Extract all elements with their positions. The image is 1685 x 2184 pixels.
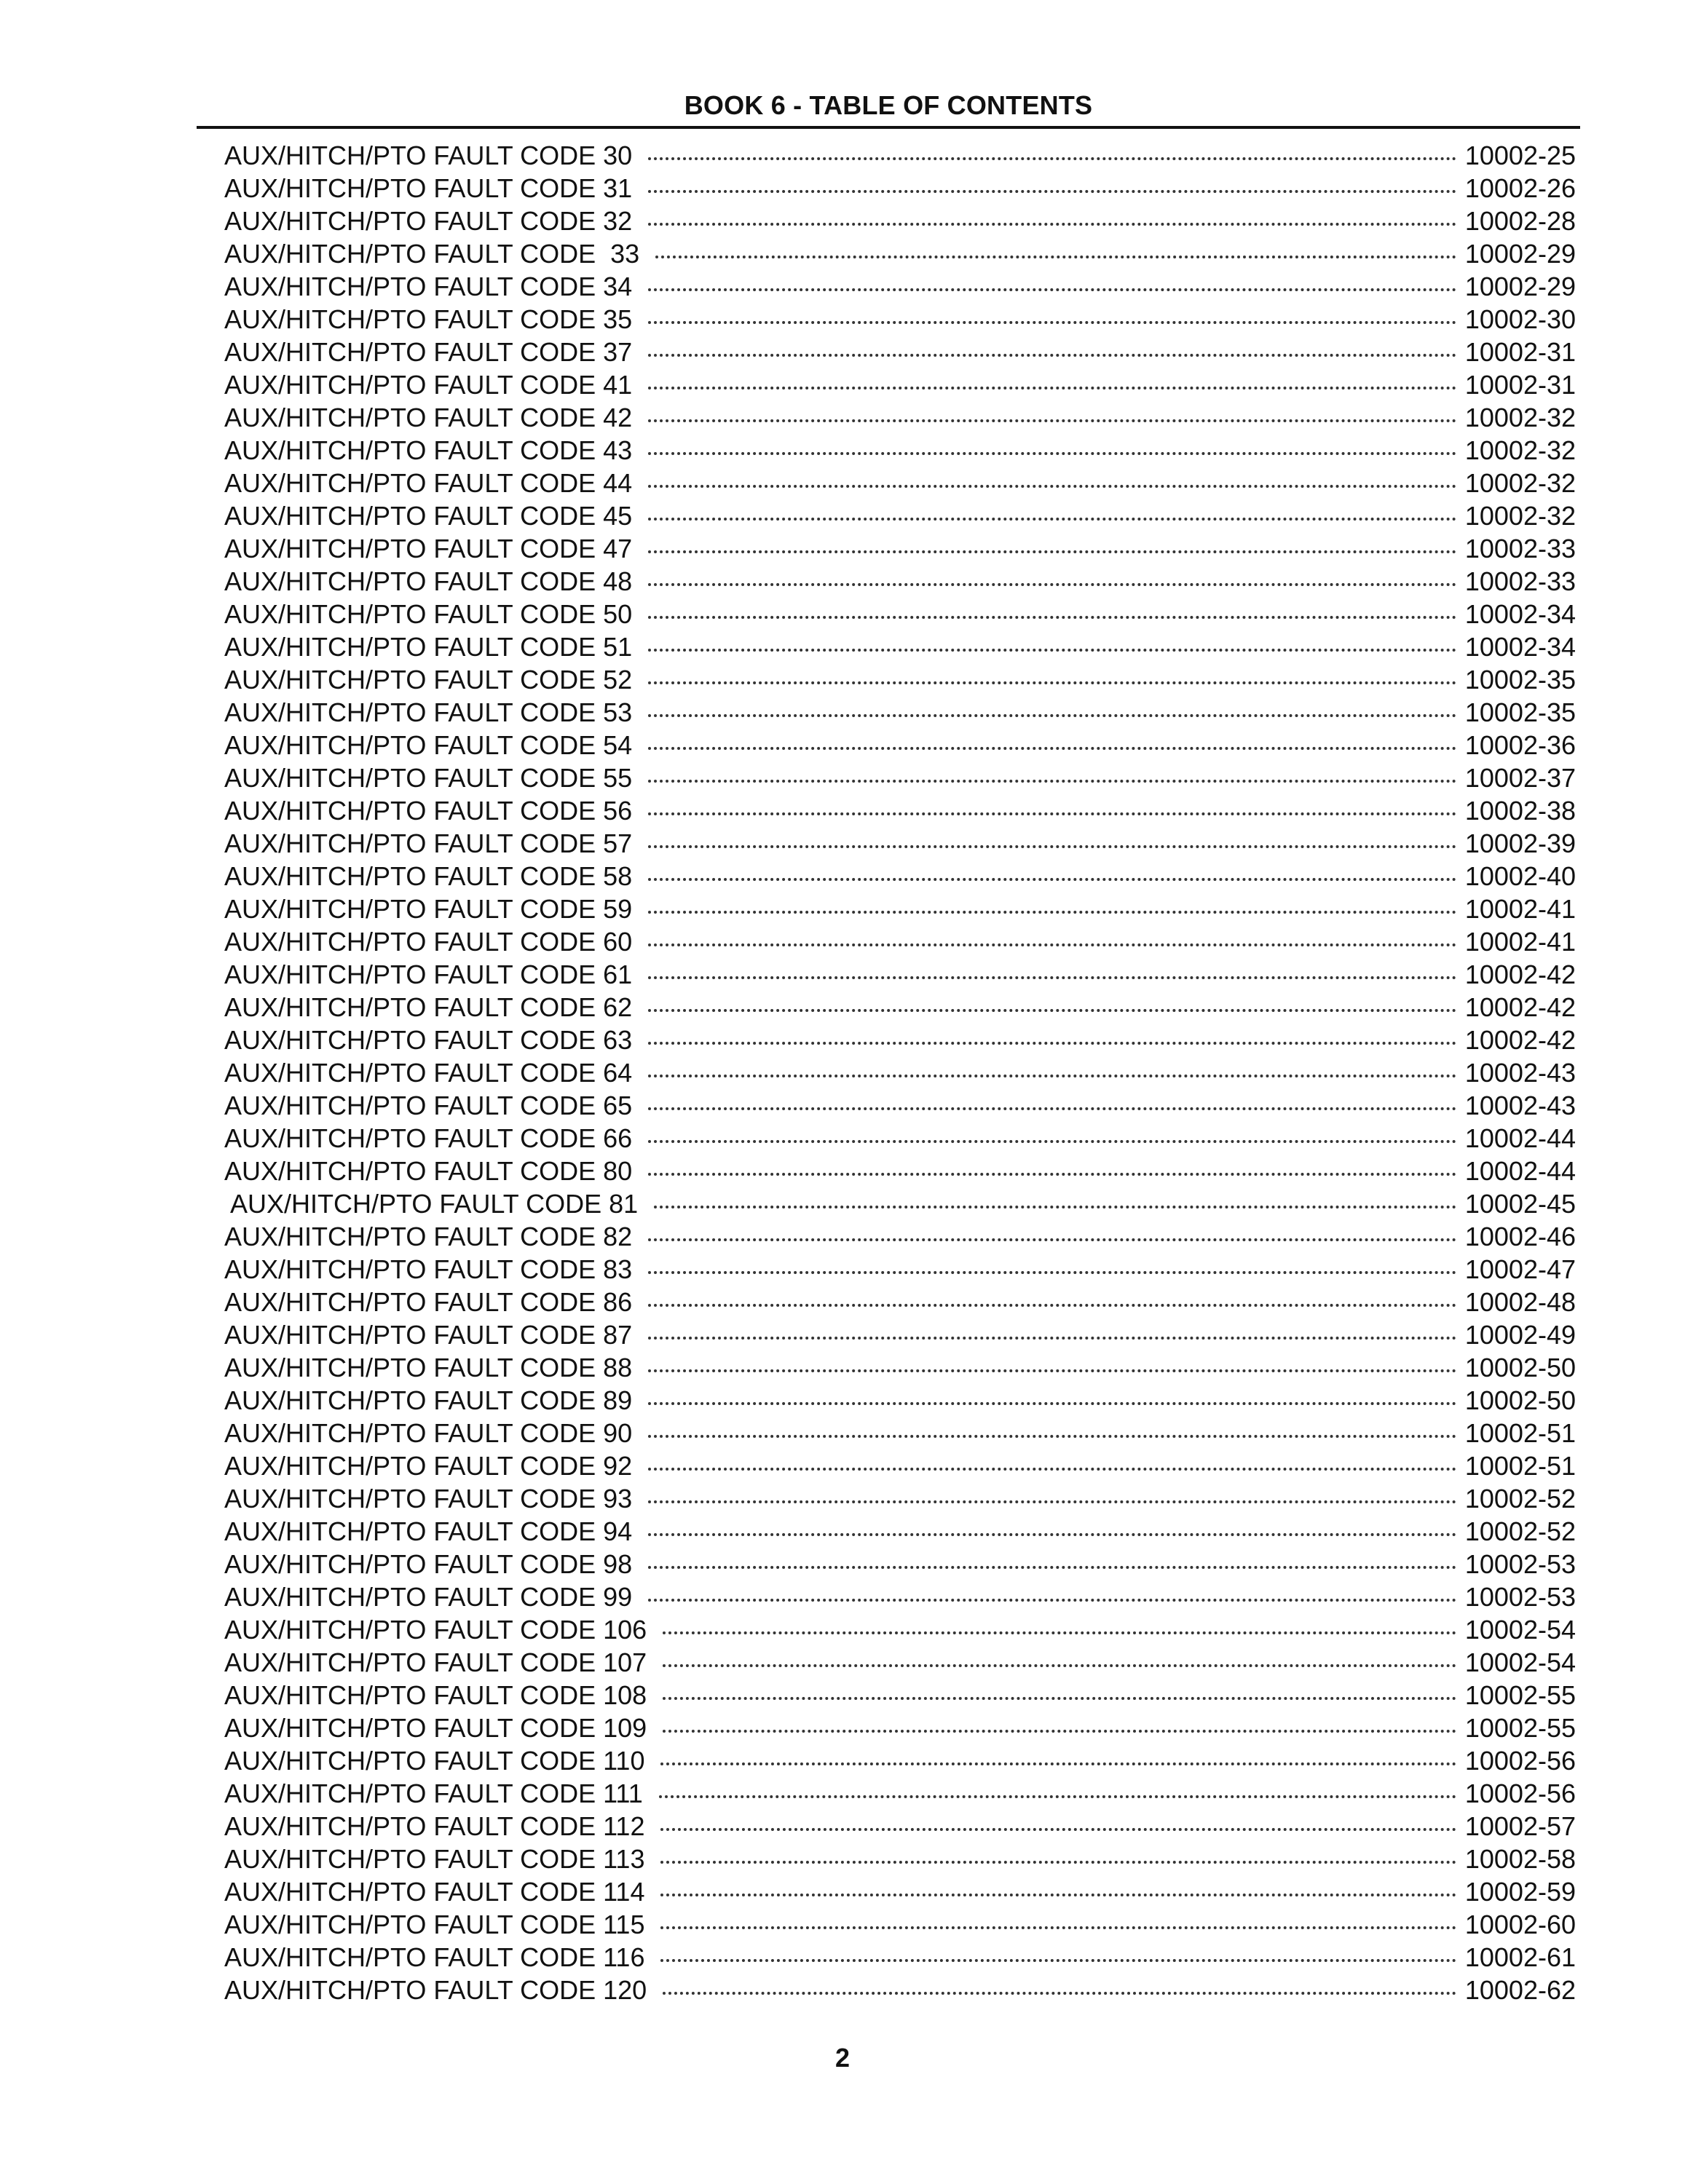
toc-entry[interactable]: [224, 1974, 1576, 2006]
dot-leader: [648, 550, 1456, 553]
toc-entry-page-ref: 10002-35: [1464, 697, 1576, 727]
toc-entry-page-ref: 10002-51: [1464, 1451, 1576, 1481]
toc-entry-title: AUX/HITCH/PTO FAULT CODE 52: [224, 665, 633, 695]
toc-entry-title: AUX/HITCH/PTO FAULT CODE 112: [224, 1811, 645, 1841]
toc-entry-page-ref: 10002-53: [1464, 1582, 1576, 1612]
toc-entry-title: AUX/HITCH/PTO FAULT CODE 61: [224, 960, 633, 989]
toc-entry-title: AUX/HITCH/PTO FAULT CODE 53: [224, 697, 633, 727]
dot-leader: [655, 256, 1456, 258]
dot-leader: [663, 1664, 1456, 1667]
dot-leader: [648, 354, 1456, 357]
dot-leader: [648, 1337, 1456, 1340]
toc-entry-title: AUX/HITCH/PTO FAULT CODE 31: [224, 173, 633, 203]
toc-list: [224, 139, 1576, 2006]
toc-entry-page-ref: 10002-31: [1464, 370, 1576, 400]
toc-entry-title: AUX/HITCH/PTO FAULT CODE 87: [224, 1320, 633, 1350]
toc-entry-page-ref: 10002-44: [1464, 1156, 1576, 1186]
toc-entry-title: AUX/HITCH/PTO FAULT CODE 47: [224, 534, 633, 563]
toc-entry[interactable]: [224, 565, 1576, 598]
toc-entry-page-ref: 10002-54: [1464, 1647, 1576, 1677]
toc-entry[interactable]: [224, 761, 1576, 794]
toc-entry-title: AUX/HITCH/PTO FAULT CODE 43: [224, 435, 633, 465]
toc-entry-title: AUX/HITCH/PTO FAULT CODE 110: [224, 1746, 645, 1776]
toc-entry-title: AUX/HITCH/PTO FAULT CODE 106: [224, 1615, 647, 1645]
toc-entry-title: AUX/HITCH/PTO FAULT CODE 108: [224, 1680, 647, 1710]
toc-entry-page-ref: 10002-25: [1464, 141, 1576, 170]
toc-entry-page-ref: 10002-38: [1464, 796, 1576, 826]
dot-leader: [648, 1238, 1456, 1241]
toc-entry-page-ref: 10002-50: [1464, 1385, 1576, 1415]
toc-entry-page-ref: 10002-46: [1464, 1222, 1576, 1251]
dot-leader: [648, 1533, 1456, 1536]
toc-entry-page-ref: 10002-57: [1464, 1811, 1576, 1841]
toc-entry[interactable]: [224, 958, 1576, 991]
toc-entry[interactable]: [224, 696, 1576, 729]
toc-entry[interactable]: [224, 925, 1576, 958]
toc-entry[interactable]: [224, 270, 1576, 303]
toc-entry[interactable]: [224, 237, 1576, 270]
toc-entry-title: AUX/HITCH/PTO FAULT CODE 116: [224, 1942, 645, 1972]
toc-entry-page-ref: 10002-43: [1464, 1058, 1576, 1088]
toc-entry-title: AUX/HITCH/PTO FAULT CODE 64: [224, 1058, 633, 1088]
toc-entry[interactable]: [224, 827, 1576, 860]
toc-entry[interactable]: [224, 1646, 1576, 1679]
toc-entry[interactable]: [224, 172, 1576, 205]
toc-entry-page-ref: 10002-59: [1464, 1877, 1576, 1907]
toc-entry-page-ref: 10002-28: [1464, 206, 1576, 236]
dot-leader: [648, 1075, 1456, 1077]
toc-entry[interactable]: [224, 532, 1576, 565]
toc-entry-title: AUX/HITCH/PTO FAULT CODE 82: [224, 1222, 633, 1251]
toc-entry[interactable]: [224, 1712, 1576, 1744]
toc-entry[interactable]: [224, 663, 1576, 696]
dot-leader: [660, 1861, 1456, 1864]
dot-leader: [648, 943, 1456, 946]
toc-entry-title: AUX/HITCH/PTO FAULT CODE 57: [224, 828, 633, 858]
dot-leader: [648, 616, 1456, 619]
toc-entry[interactable]: [224, 467, 1576, 499]
dot-leader: [648, 583, 1456, 586]
toc-entry-page-ref: 10002-42: [1464, 1025, 1576, 1055]
dot-leader: [660, 1926, 1456, 1929]
toc-entry[interactable]: [224, 1089, 1576, 1122]
dot-leader: [648, 714, 1456, 717]
toc-entry-page-ref: 10002-58: [1464, 1844, 1576, 1874]
dot-leader: [648, 1304, 1456, 1307]
toc-entry[interactable]: [224, 1253, 1576, 1286]
dot-leader: [648, 976, 1456, 979]
toc-entry-page-ref: 10002-40: [1464, 861, 1576, 891]
dot-leader: [659, 1795, 1456, 1798]
toc-entry-page-ref: 10002-43: [1464, 1091, 1576, 1120]
toc-entry-title: AUX/HITCH/PTO FAULT CODE 98: [224, 1549, 633, 1579]
toc-entry[interactable]: [224, 1810, 1576, 1843]
toc-entry-title: AUX/HITCH/PTO FAULT CODE 30: [224, 141, 633, 170]
toc-entry[interactable]: [224, 1875, 1576, 1908]
toc-entry-page-ref: 10002-33: [1464, 534, 1576, 563]
dot-leader: [648, 1435, 1456, 1438]
dot-leader: [648, 681, 1456, 684]
dot-leader: [648, 452, 1456, 455]
toc-entry[interactable]: [224, 1155, 1576, 1187]
dot-leader: [648, 1271, 1456, 1274]
toc-entry-title: AUX/HITCH/PTO FAULT CODE 48: [224, 566, 633, 596]
toc-entry[interactable]: [224, 499, 1576, 532]
toc-entry-page-ref: 10002-32: [1464, 403, 1576, 432]
dot-leader: [648, 1009, 1456, 1012]
toc-entry-title: AUX/HITCH/PTO FAULT CODE 37: [224, 337, 633, 367]
toc-entry[interactable]: [224, 860, 1576, 893]
toc-entry-title: AUX/HITCH/PTO FAULT CODE 45: [224, 501, 633, 531]
toc-entry[interactable]: [224, 1384, 1576, 1417]
title-rule: [197, 126, 1580, 129]
dot-leader: [648, 1173, 1456, 1176]
toc-entry-title: AUX/HITCH/PTO FAULT CODE 41: [224, 370, 633, 400]
toc-entry[interactable]: [224, 1449, 1576, 1482]
toc-entry-title: AUX/HITCH/PTO FAULT CODE 51: [224, 632, 633, 662]
toc-entry-title: AUX/HITCH/PTO FAULT CODE 32: [224, 206, 633, 236]
toc-entry-page-ref: 10002-61: [1464, 1942, 1576, 1972]
dot-leader: [648, 419, 1456, 422]
toc-entry-title: AUX/HITCH/PTO FAULT CODE 33: [224, 239, 640, 269]
toc-entry-title: AUX/HITCH/PTO FAULT CODE 44: [224, 468, 633, 498]
dot-leader: [648, 1402, 1456, 1405]
toc-entry-page-ref: 10002-52: [1464, 1484, 1576, 1514]
toc-entry[interactable]: [224, 1220, 1576, 1253]
dot-leader: [648, 1369, 1456, 1372]
dot-leader: [663, 1697, 1456, 1700]
toc-entry[interactable]: [224, 1941, 1576, 1974]
dot-leader: [648, 780, 1456, 783]
toc-entry[interactable]: [224, 1187, 1576, 1220]
toc-entry-page-ref: 10002-53: [1464, 1549, 1576, 1579]
toc-entry-page-ref: 10002-26: [1464, 173, 1576, 203]
toc-entry[interactable]: [224, 1318, 1576, 1351]
page-number: 2: [834, 2043, 851, 2073]
toc-entry[interactable]: [224, 1286, 1576, 1318]
toc-entry[interactable]: [224, 630, 1576, 663]
dot-leader: [648, 1468, 1456, 1471]
toc-entry[interactable]: [224, 1417, 1576, 1449]
toc-entry-page-ref: 10002-37: [1464, 763, 1576, 793]
toc-entry-page-ref: 10002-32: [1464, 501, 1576, 531]
toc-entry-page-ref: 10002-49: [1464, 1320, 1576, 1350]
toc-entry[interactable]: [224, 991, 1576, 1024]
toc-entry-page-ref: 10002-60: [1464, 1910, 1576, 1939]
toc-entry[interactable]: [224, 1122, 1576, 1155]
toc-entry-page-ref: 10002-34: [1464, 632, 1576, 662]
toc-entry-page-ref: 10002-44: [1464, 1123, 1576, 1153]
toc-entry-title: AUX/HITCH/PTO FAULT CODE 99: [224, 1582, 633, 1612]
dot-leader: [648, 190, 1456, 193]
toc-entry[interactable]: [224, 368, 1576, 401]
toc-entry-title: AUX/HITCH/PTO FAULT CODE 107: [224, 1647, 647, 1677]
toc-entry-title: AUX/HITCH/PTO FAULT CODE 86: [224, 1287, 633, 1317]
toc-entry-page-ref: 10002-30: [1464, 304, 1576, 334]
dot-leader: [660, 1894, 1456, 1896]
toc-entry[interactable]: [224, 1908, 1576, 1941]
toc-entry[interactable]: [224, 1351, 1576, 1384]
dot-leader: [648, 157, 1456, 160]
toc-entry-title: AUX/HITCH/PTO FAULT CODE 109: [224, 1713, 647, 1743]
toc-entry-title: AUX/HITCH/PTO FAULT CODE 50: [224, 599, 633, 629]
toc-entry-title: AUX/HITCH/PTO FAULT CODE 62: [224, 992, 633, 1022]
dot-leader: [663, 1631, 1456, 1634]
toc-entry-title: AUX/HITCH/PTO FAULT CODE 63: [224, 1025, 633, 1055]
toc-entry-title: AUX/HITCH/PTO FAULT CODE 81: [224, 1189, 639, 1219]
toc-entry[interactable]: [224, 1679, 1576, 1712]
toc-entry-title: AUX/HITCH/PTO FAULT CODE 93: [224, 1484, 633, 1514]
toc-entry[interactable]: [224, 205, 1576, 237]
toc-entry[interactable]: [224, 1482, 1576, 1515]
toc-entry-title: AUX/HITCH/PTO FAULT CODE 92: [224, 1451, 633, 1481]
toc-entry-page-ref: 10002-48: [1464, 1287, 1576, 1317]
toc-entry-page-ref: 10002-54: [1464, 1615, 1576, 1645]
toc-entry-title: AUX/HITCH/PTO FAULT CODE 59: [224, 894, 633, 924]
toc-entry[interactable]: [224, 1580, 1576, 1613]
toc-entry-title: AUX/HITCH/PTO FAULT CODE 55: [224, 763, 633, 793]
toc-entry[interactable]: [224, 1056, 1576, 1089]
dot-leader: [648, 845, 1456, 848]
dot-leader: [648, 1107, 1456, 1110]
toc-entry-page-ref: 10002-52: [1464, 1516, 1576, 1546]
toc-entry-page-ref: 10002-29: [1464, 239, 1576, 269]
dot-leader: [648, 288, 1456, 291]
toc-entry-title: AUX/HITCH/PTO FAULT CODE 80: [224, 1156, 633, 1186]
toc-entry[interactable]: [224, 401, 1576, 434]
toc-entry-page-ref: 10002-35: [1464, 665, 1576, 695]
toc-entry[interactable]: [224, 794, 1576, 827]
toc-entry-page-ref: 10002-29: [1464, 272, 1576, 301]
toc-entry-title: AUX/HITCH/PTO FAULT CODE 88: [224, 1353, 633, 1382]
dot-leader: [648, 485, 1456, 488]
toc-entry-title: AUX/HITCH/PTO FAULT CODE 54: [224, 730, 633, 760]
toc-entry[interactable]: [224, 1613, 1576, 1646]
toc-entry-title: AUX/HITCH/PTO FAULT CODE 42: [224, 403, 633, 432]
toc-entry-page-ref: 10002-32: [1464, 435, 1576, 465]
dot-leader: [660, 1828, 1456, 1831]
toc-entry-page-ref: 10002-55: [1464, 1713, 1576, 1743]
toc-entry-title: AUX/HITCH/PTO FAULT CODE 120: [224, 1975, 647, 2005]
dot-leader: [648, 1566, 1456, 1569]
toc-entry[interactable]: [224, 303, 1576, 336]
dot-leader: [648, 387, 1456, 389]
dot-leader: [663, 1992, 1456, 1995]
toc-entry-title: AUX/HITCH/PTO FAULT CODE 58: [224, 861, 633, 891]
toc-entry-title: AUX/HITCH/PTO FAULT CODE 94: [224, 1516, 633, 1546]
dot-leader: [648, 1599, 1456, 1602]
toc-entry-page-ref: 10002-56: [1464, 1746, 1576, 1776]
dot-leader: [654, 1206, 1456, 1208]
toc-entry[interactable]: [224, 1515, 1576, 1548]
toc-entry-page-ref: 10002-34: [1464, 599, 1576, 629]
toc-entry-title: AUX/HITCH/PTO FAULT CODE 114: [224, 1877, 645, 1907]
toc-entry-page-ref: 10002-50: [1464, 1353, 1576, 1382]
toc-entry-title: AUX/HITCH/PTO FAULT CODE 113: [224, 1844, 645, 1874]
toc-entry[interactable]: [224, 1843, 1576, 1875]
dot-leader: [648, 911, 1456, 914]
dot-leader: [663, 1730, 1456, 1733]
toc-entry-page-ref: 10002-39: [1464, 828, 1576, 858]
toc-entry-page-ref: 10002-56: [1464, 1779, 1576, 1808]
toc-entry-page-ref: 10002-62: [1464, 1975, 1576, 2005]
toc-entry-page-ref: 10002-41: [1464, 927, 1576, 957]
toc-entry-page-ref: 10002-42: [1464, 992, 1576, 1022]
dot-leader: [660, 1959, 1456, 1962]
toc-entry-title: AUX/HITCH/PTO FAULT CODE 35: [224, 304, 633, 334]
toc-entry-page-ref: 10002-55: [1464, 1680, 1576, 1710]
toc-entry-title: AUX/HITCH/PTO FAULT CODE 115: [224, 1910, 645, 1939]
toc-entry-page-ref: 10002-47: [1464, 1254, 1576, 1284]
dot-leader: [648, 321, 1456, 324]
toc-entry-page-ref: 10002-41: [1464, 894, 1576, 924]
toc-entry-title: AUX/HITCH/PTO FAULT CODE 65: [224, 1091, 633, 1120]
toc-entry-title: AUX/HITCH/PTO FAULT CODE 90: [224, 1418, 633, 1448]
dot-leader: [648, 1500, 1456, 1503]
toc-entry-page-ref: 10002-32: [1464, 468, 1576, 498]
toc-entry[interactable]: [224, 1024, 1576, 1056]
dot-leader: [648, 1140, 1456, 1143]
toc-entry-title: AUX/HITCH/PTO FAULT CODE 111: [224, 1779, 643, 1808]
toc-entry-page-ref: 10002-36: [1464, 730, 1576, 760]
toc-entry-page-ref: 10002-51: [1464, 1418, 1576, 1448]
toc-entry[interactable]: [224, 598, 1576, 630]
dot-leader: [648, 878, 1456, 881]
page-title: BOOK 6 - TABLE OF CONTENTS: [684, 90, 1093, 120]
toc-entry[interactable]: [224, 893, 1576, 925]
toc-entry-title: AUX/HITCH/PTO FAULT CODE 56: [224, 796, 633, 826]
toc-entry-page-ref: 10002-33: [1464, 566, 1576, 596]
toc-entry[interactable]: [224, 434, 1576, 467]
toc-entry-page-ref: 10002-45: [1464, 1189, 1576, 1219]
dot-leader: [648, 1042, 1456, 1045]
dot-leader: [648, 518, 1456, 521]
toc-entry[interactable]: [224, 1548, 1576, 1580]
dot-leader: [648, 223, 1456, 226]
dot-leader: [648, 649, 1456, 652]
toc-entry[interactable]: [224, 729, 1576, 761]
dot-leader: [660, 1762, 1456, 1765]
toc-entry[interactable]: [224, 1744, 1576, 1777]
toc-entry-title: AUX/HITCH/PTO FAULT CODE 89: [224, 1385, 633, 1415]
toc-entry-title: AUX/HITCH/PTO FAULT CODE 66: [224, 1123, 633, 1153]
toc-entry[interactable]: [224, 336, 1576, 368]
toc-entry-page-ref: 10002-42: [1464, 960, 1576, 989]
toc-entry-title: AUX/HITCH/PTO FAULT CODE 60: [224, 927, 633, 957]
toc-entry-page-ref: 10002-31: [1464, 337, 1576, 367]
toc-entry[interactable]: [224, 1777, 1576, 1810]
toc-entry-title: AUX/HITCH/PTO FAULT CODE 83: [224, 1254, 633, 1284]
dot-leader: [648, 747, 1456, 750]
toc-entry[interactable]: [224, 139, 1576, 172]
toc-entry-title: AUX/HITCH/PTO FAULT CODE 34: [224, 272, 633, 301]
dot-leader: [648, 812, 1456, 815]
